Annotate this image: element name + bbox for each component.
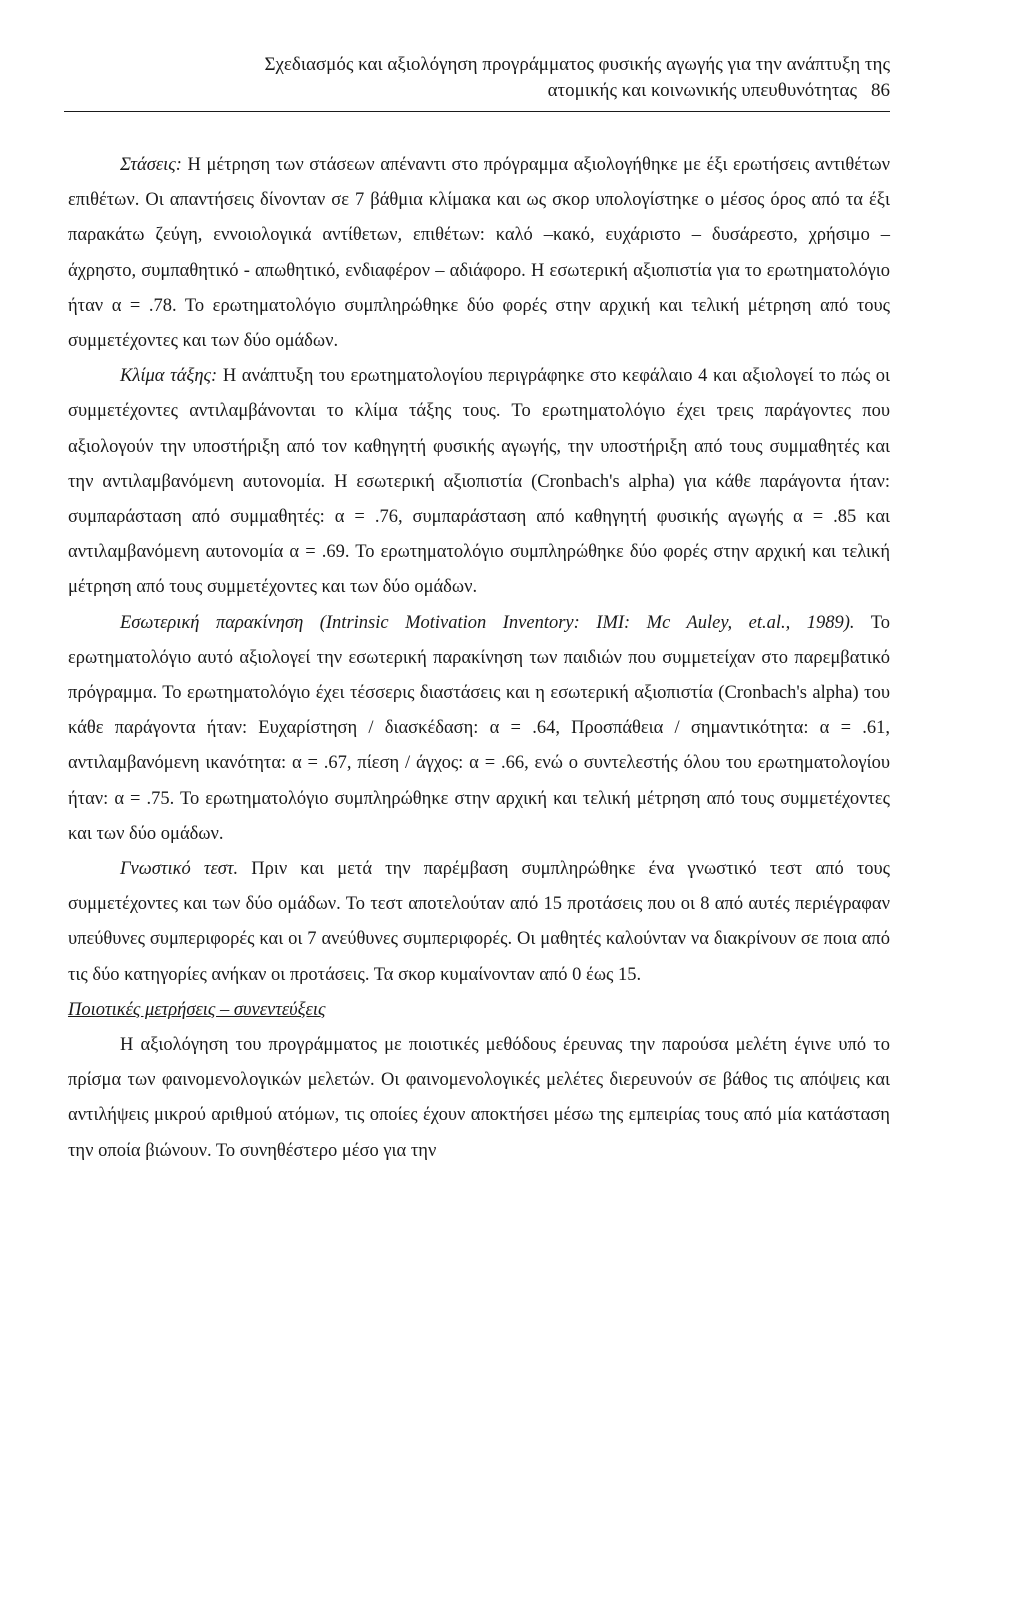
header-rule: [64, 111, 890, 112]
paragraph-heading: Κλίμα τάξης:: [120, 366, 218, 387]
paragraph-text: Η ανάπτυξη του ερωτηματολογίου περιγράφηκε στο κεφάλαιο 4 και αξιολογεί το πώς οι συμμετέχοντες αντιλαμβάνονται το κλίμα τάξης τους. Το ερωτηματολόγιο έχει τρεις παράγοντες που αξιολογούν την υποστήριξη από τον καθηγητή φυσικής αγωγής, την υποστήριξη από τους συμμαθητές και την αντιλαμβανόμενη αυτονομία. Η εσωτερική αξιοπιστία (Cronbach's alpha) για κάθε παράγοντα ήταν: συμπαράσταση από συμμαθητές: α = .76, συμπαράσταση από καθηγητή φυσικής αγωγής α = .85 και αντιλαμβανόμενη αυτονομία α = .69. Το ερωτηματολόγιο συμπληρώθηκε δύο φορές στην αρχική και τελική μέτρηση από τους συμμετέχοντες και των δύο ομάδων.: [68, 366, 890, 598]
header-title-line1: Σχεδιασμός και αξιολόγηση προγράμματος φυσικής αγωγής για την ανάπτυξη της: [264, 54, 890, 75]
paragraph-cognitive-test: [68, 852, 890, 993]
page-number: 86: [871, 80, 890, 101]
section-heading: [68, 993, 890, 1028]
header-title-line2-text: ατομικής και κοινωνικής υπευθυνότητας: [547, 80, 857, 101]
paragraph-intrinsic-motivation: [68, 606, 890, 852]
header-title-line2: [64, 78, 890, 104]
section-title: Ποιοτικές μετρήσεις – συνεντεύξεις: [68, 999, 326, 1020]
paragraph-attitudes: [68, 148, 890, 359]
paragraph-class-climate: [68, 359, 890, 605]
paragraph-heading: Στάσεις:: [120, 155, 182, 175]
paragraph-heading: Γνωστικό τεστ.: [120, 859, 239, 880]
paragraph-qualitative: [68, 1028, 890, 1169]
paragraph-heading: Εσωτερική παρακίνηση (Intrinsic Motivation Inventory: IMI: Mc Auley, et.al., 1989).: [120, 612, 855, 633]
paragraph-text: Πριν και μετά την παρέμβαση συμπληρώθηκε ένα γνωστικό τεστ από τους συμμετέχοντες και των δύο ομάδων. Το τεστ αποτελούταν από 15 προτάσεις που οι 8 από αυτές περιέγραφαν υπεύθυνες συμπεριφορές και οι 7 ανεύθυνες συμπεριφορές. Οι μαθητές καλούνταν να διακρίνουν σε ποια από τις δύο κατηγορίες ανήκαν οι προτάσεις. Τα σκορ κυμαίνονταν από 0 έως 15.: [68, 859, 890, 985]
paragraph-text: Η μέτρηση των στάσεων απέναντι στο πρόγραμμα αξιολογήθηκε με έξι ερωτήσεις αντιθέτων επιθέτων. Οι απαντήσεις δίνονταν σε 7 βάθμια κλίμακα και ως σκορ υπολογίστηκε ο μέσος όρος από τα έξι παρακάτω ζεύγη, εννοιολογικά αντίθετων, επιθέτων: καλό –κακό, ευχάριστο – δυσάρεστο, χρήσιμο – άχρηστο, συμπαθητικό - απωθητικό, ενδιαφέρον – αδιάφορο. Η εσωτερική αξιοπιστία για το ερωτηματολόγιο ήταν α = .78. Το ερωτηματολόγιο συμπληρώθηκε δύο φορές στην αρχική και τελική μέτρηση από τους συμμετέχοντες και των δύο ομάδων.: [68, 155, 891, 352]
paragraph-text: Η αξιολόγηση του προγράμματος με ποιοτικές μεθόδους έρευνας την παρούσα μελέτη έγινε υπό το πρίσμα των φαινομενολογικών μελετών. Οι φαινομενολογικές μελέτες διερευνούν σε βάθος τις απόψεις και αντιλήψεις μικρού αριθμού ατόμων, τις οποίες έχουν αποκτήσει μέσω της εμπειρίας τους από μία κατάσταση την οποία βιώνουν. Το συνηθέστερο μέσο για την: [68, 1035, 890, 1161]
body-text: [68, 148, 890, 1169]
running-header: [64, 52, 890, 104]
paragraph-text: Το ερωτηματολόγιο αυτό αξιολογεί την εσωτερική παρακίνηση των παιδιών που συμμετείχαν στο παρεμβατικό πρόγραμμα. Το ερωτηματολόγιο έχει τέσσερις διαστάσεις και η εσωτερική αξιοπιστία (Cronbach's alpha) του κάθε παράγοντα ήταν: Ευχαρίστηση / διασκέδαση: α = .64, Προσπάθεια / σημαντικότητα: α = .61, αντιλαμβανόμενη ικανότητα: α = .67, πίεση / άγχος: α = .66, ενώ ο συντελεστής όλου του ερωτηματολογίου ήταν: α = .75. Το ερωτηματολόγιο συμπληρώθηκε στην αρχική και τελική μέτρηση από τους συμμετέχοντες και των δύο ομάδων.: [68, 612, 890, 844]
